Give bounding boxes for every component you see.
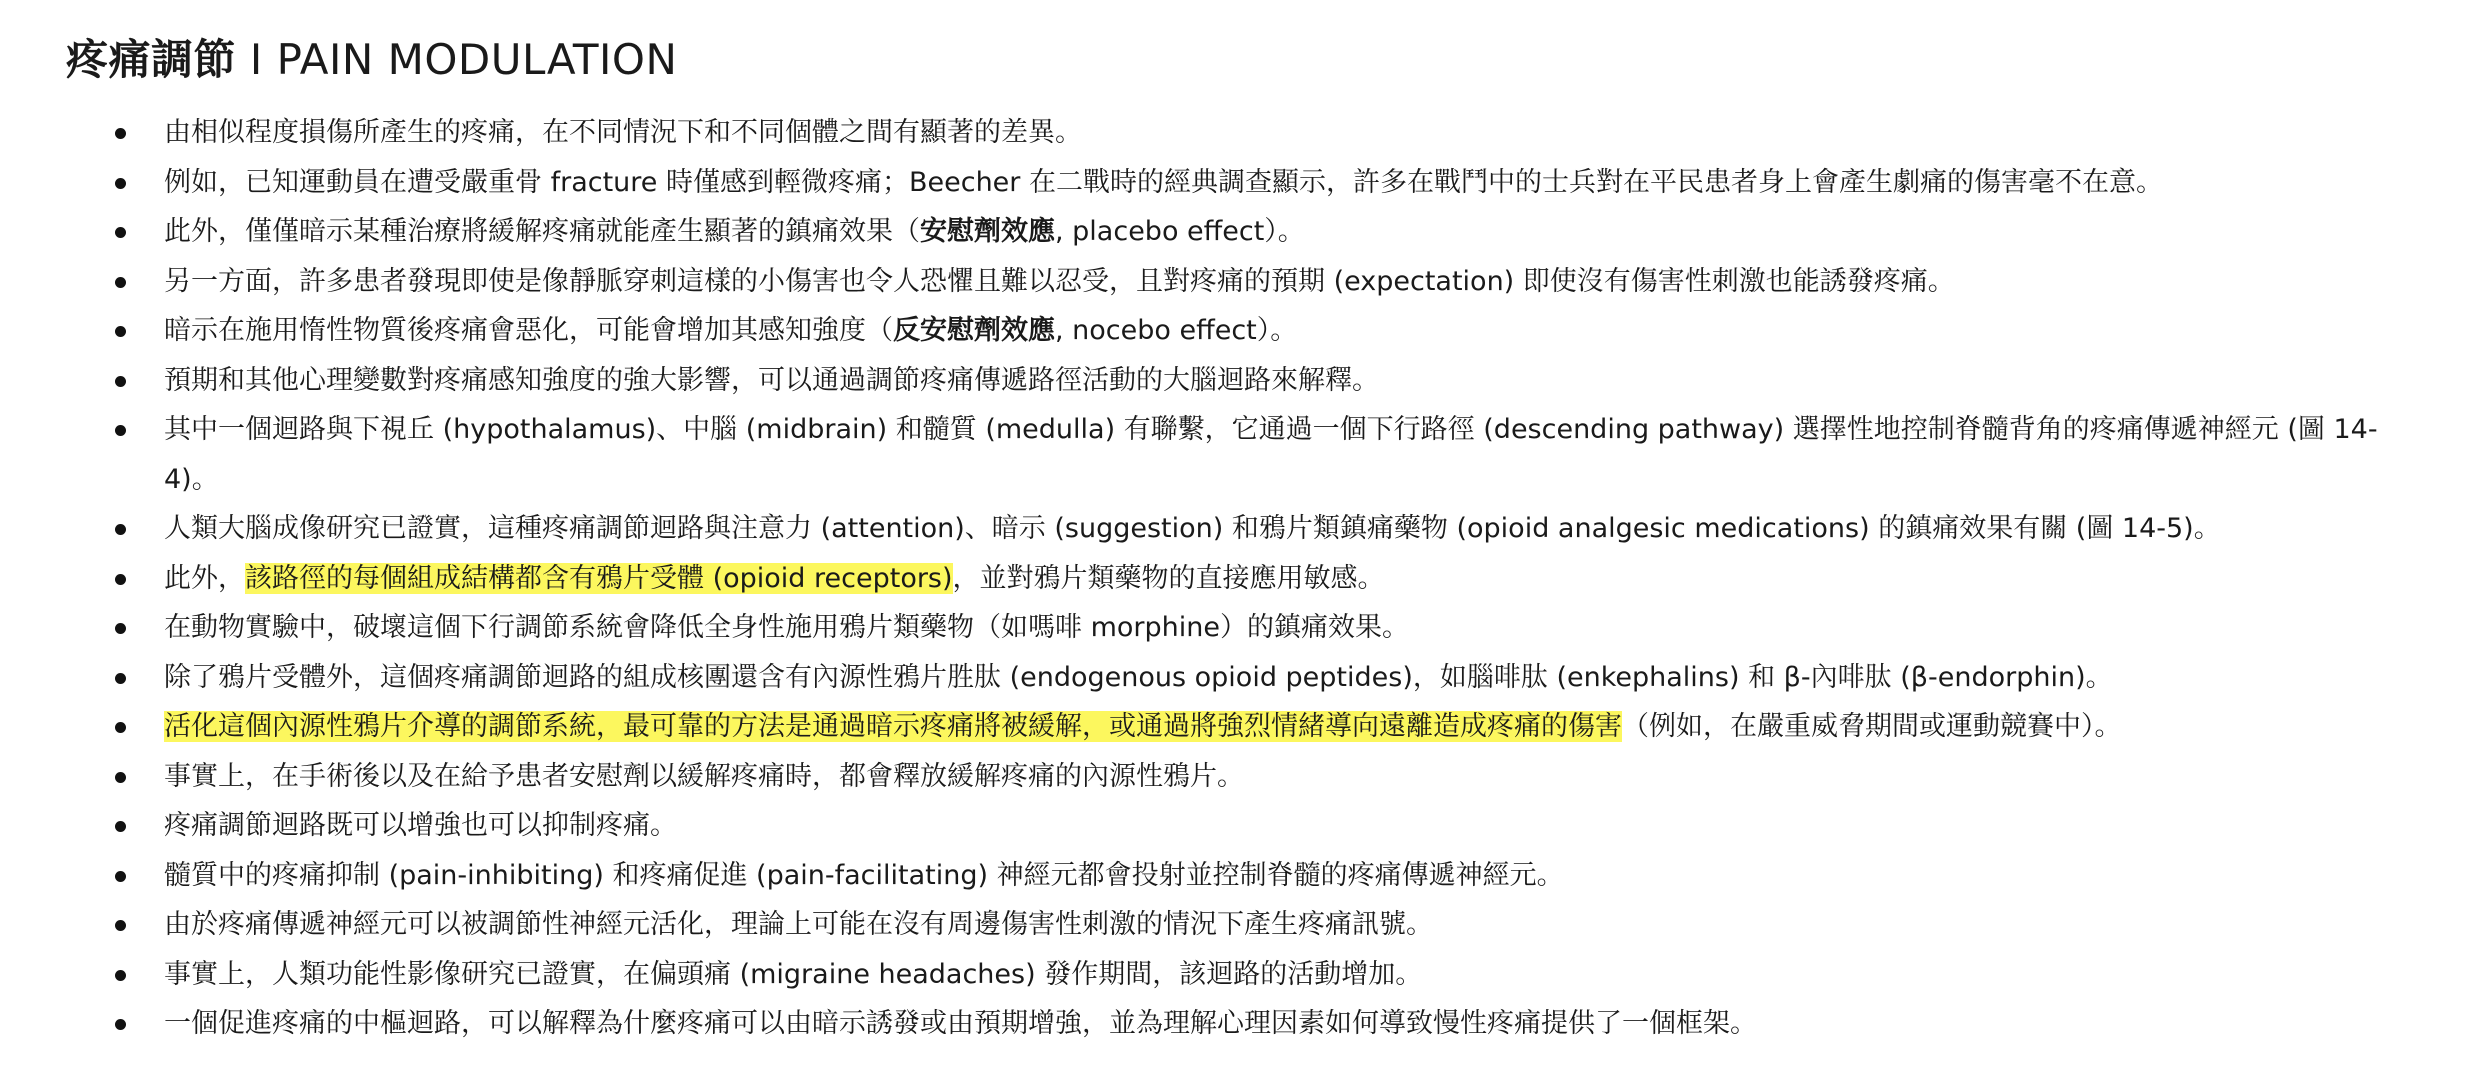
- bullet-icon: [115, 673, 126, 684]
- bold-term: 反安慰劑效應: [893, 315, 1055, 346]
- item-text: 例如，已知運動員在遭受嚴重骨 fracture 時僅感到輕微疼痛；Beecher 在二戰時的經典調查顯示，許多在戰鬥中的士兵對在平民患者身上會產生劇痛的傷害毫不在意。: [164, 166, 2163, 198]
- page-title: [66, 28, 677, 92]
- bullet-icon: [115, 772, 126, 783]
- item-text: , nocebo effect）。: [1055, 315, 1298, 346]
- bullet-list: [0, 108, 2474, 1049]
- list-item: [0, 653, 2384, 703]
- bullet-icon: [115, 1019, 126, 1030]
- item-text: 此外，僅僅暗示某種治療將緩解疼痛就能產生顯著的鎮痛效果（: [164, 216, 920, 247]
- bullet-icon: [115, 920, 126, 931]
- list-item: [0, 752, 2384, 802]
- list-item: [0, 900, 2384, 950]
- item-text: 一個促進疼痛的中樞迴路，可以解釋為什麼疼痛可以由暗示誘發或由預期增強，並為理解心理因素如何導致慢性疼痛提供了一個框架。: [164, 1008, 1757, 1039]
- item-text: 在動物實驗中，破壞這個下行調節系統會降低全身性施用鴉片類藥物（如嗎啡 morphine）的鎮痛效果。: [164, 612, 1409, 643]
- item-text: 預期和其他心理變數對疼痛感知強度的強大影響，可以通過調節疼痛傳遞路徑活動的大腦迴路來解釋。: [164, 364, 1379, 396]
- list-item: [0, 603, 2384, 653]
- bullet-icon: [115, 128, 126, 139]
- list-item: [0, 207, 2384, 257]
- bold-term: 安慰劑效應: [920, 216, 1055, 247]
- bullet-icon: [115, 871, 126, 882]
- item-text: 此外，: [164, 562, 245, 594]
- highlighted-text: 活化這個內源性鴉片介導的調節系統，最可靠的方法是通過暗示疼痛將被緩解，或通過將強烈情緒導向遠離造成疼痛的傷害: [164, 711, 1622, 742]
- bullet-icon: [115, 227, 126, 238]
- item-text: 由於疼痛傳遞神經元可以被調節性神經元活化，理論上可能在沒有周邊傷害性刺激的情況下產生疼痛訊號。: [164, 909, 1433, 940]
- list-item: [0, 108, 2384, 158]
- item-text: 事實上，在手術後以及在給予患者安慰劑以緩解疼痛時，都會釋放緩解疼痛的內源性鴉片。: [164, 760, 1244, 792]
- bullet-icon: [115, 425, 126, 436]
- title-separator: I: [236, 35, 277, 84]
- item-text: , placebo effect）。: [1055, 216, 1305, 247]
- list-item: [0, 950, 2384, 1000]
- item-text: 除了鴉片受體外，這個疼痛調節迴路的組成核團還含有內源性鴉片胜肽 (endogenous opioid peptides)，如腦啡肽 (enkephalins) 和 β-內啡肽 (β-endorphin)。: [164, 661, 2113, 693]
- list-item: [0, 356, 2384, 406]
- item-text: 其中一個迴路與下視丘 (hypothalamus)、中腦 (midbrain) 和髓質 (medulla) 有聯繫，它通過一個下行路徑 (descending pathway) 選擇性地控制脊髓背角的疼痛傳遞神經元 (圖 14-4)。: [164, 414, 2378, 495]
- bullet-icon: [115, 574, 126, 585]
- highlighted-text: 該路徑的每個組成結構都含有鴉片受體 (opioid receptors): [245, 562, 953, 594]
- bullet-icon: [115, 277, 126, 288]
- item-text: 暗示在施用惰性物質後疼痛會惡化，可能會增加其感知強度（: [164, 315, 893, 346]
- list-item: [0, 158, 2384, 208]
- bullet-icon: [115, 524, 126, 535]
- bullet-icon: [115, 376, 126, 387]
- title-chinese: 疼痛調節: [66, 35, 237, 84]
- list-item: [0, 999, 2384, 1049]
- item-text: 另一方面，許多患者發現即使是像靜脈穿刺這樣的小傷害也令人恐懼且難以忍受，且對疼痛的預期 (expectation) 即使沒有傷害性刺激也能誘發疼痛。: [164, 265, 1955, 297]
- list-item: [0, 257, 2384, 307]
- bullet-icon: [115, 623, 126, 634]
- list-item: [0, 306, 2384, 356]
- list-item: [0, 554, 2384, 604]
- bullet-icon: [115, 970, 126, 981]
- list-item: [0, 801, 2384, 851]
- item-text: ，並對鴉片類藥物的直接應用敏感。: [952, 562, 1385, 594]
- bullet-icon: [115, 178, 126, 189]
- item-text: （例如，在嚴重威脅期間或運動競賽中）。: [1622, 711, 2122, 742]
- title-english: PAIN MODULATION: [276, 35, 678, 84]
- bullet-icon: [115, 722, 126, 733]
- list-item: [0, 405, 2384, 504]
- list-item: [0, 851, 2384, 901]
- item-text: 事實上，人類功能性影像研究已證實，在偏頭痛 (migraine headaches) 發作期間，該迴路的活動增加。: [164, 958, 1423, 990]
- item-text: 疼痛調節迴路既可以增強也可以抑制疼痛。: [164, 810, 677, 841]
- item-text: 人類大腦成像研究已證實，這種疼痛調節迴路與注意力 (attention)、暗示 (suggestion) 和鴉片類鎮痛藥物 (opioid analgesic medications) 的鎮痛效果有關 (圖 14-5)。: [164, 513, 2221, 544]
- item-text: 由相似程度損傷所產生的疼痛，在不同情況下和不同個體之間有顯著的差異。: [164, 117, 1082, 148]
- bullet-icon: [115, 326, 126, 337]
- list-item: [0, 702, 2384, 752]
- list-item: [0, 504, 2384, 554]
- item-text: 髓質中的疼痛抑制 (pain-inhibiting) 和疼痛促進 (pain-facilitating) 神經元都會投射並控制脊髓的疼痛傳遞神經元。: [164, 859, 1564, 891]
- bullet-icon: [115, 821, 126, 832]
